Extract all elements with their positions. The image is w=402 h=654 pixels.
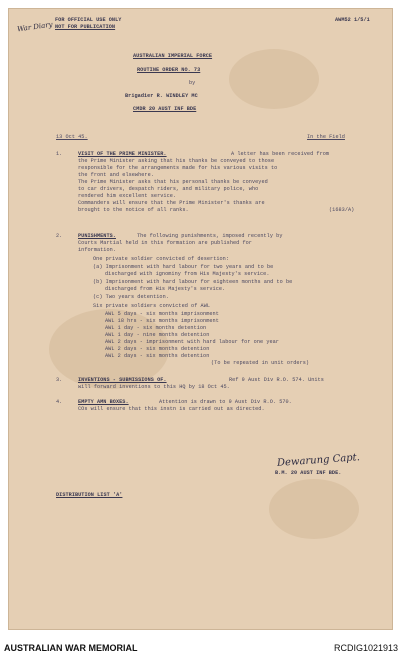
item-line: Attention is drawn to 9 Aust Div R.O. 570. xyxy=(159,399,292,405)
command-line: CMDR 20 AUST INF BDE xyxy=(133,106,197,112)
by-line: by xyxy=(189,80,196,86)
security-line-1: FOR OFFICIAL USE ONLY xyxy=(55,17,122,23)
item-line: The following punishments, imposed recently by xyxy=(137,233,283,239)
item-line: brought to the notice of all ranks. xyxy=(78,207,189,213)
item-line: AWL 5 days - six months imprisonment xyxy=(105,311,219,317)
org-title: AUSTRALIAN IMPERIAL FORCE xyxy=(133,53,213,59)
item-line: AWL 1 day - six months detention xyxy=(105,325,207,331)
paper-stain xyxy=(229,49,319,109)
item-line: AWL 18 hrs - six months imprisonment xyxy=(105,318,219,324)
footer-record-id: RCDIG1021913 xyxy=(333,643,398,653)
item-line: rendered him excellent service. xyxy=(78,193,177,199)
item-line: AWL 2 days - imprisonment with hard labour for one year xyxy=(105,339,279,345)
item-line: Six private soldiers convicted of AWL xyxy=(93,303,211,309)
item-title: PUNISHMENTS. xyxy=(78,233,116,239)
location-line: In the Field xyxy=(307,134,345,140)
item-title: EMPTY AMN BOXES. xyxy=(78,399,129,405)
item-line: discharged with ignominy from His Majesty's service. xyxy=(105,271,270,277)
item-line: One private soldier convicted of desertion: xyxy=(93,256,230,262)
item-number: 2. xyxy=(56,233,63,239)
item-line: The Prime Minister asks that his personal thanks be conveyed xyxy=(78,179,268,185)
item-line: Courts Martial held in this formation are published for xyxy=(78,240,252,246)
item-line: to car drivers, despatch riders, and military police, who xyxy=(78,186,259,192)
item-number: 1. xyxy=(56,151,63,157)
signature: Dewarung Capt. xyxy=(276,452,361,469)
item-line: information. xyxy=(78,247,116,253)
document-page xyxy=(8,8,393,630)
item-line: the front and elsewhere. xyxy=(78,172,154,178)
item-line: A letter has been received from xyxy=(231,151,330,157)
item-line: COs will ensure that this instn is carried out as directed. xyxy=(78,406,265,412)
item-line: (c) Two years detention. xyxy=(93,294,169,300)
item-line: discharged from His Majesty's service. xyxy=(105,286,226,292)
item-line: will forward inventions to this HQ by 18 Oct 45. xyxy=(78,384,230,390)
item-number: 4. xyxy=(56,399,63,405)
item-note: (To be repeated in unit orders) xyxy=(211,360,310,366)
item-line: AWL 2 days - six months detention xyxy=(105,346,210,352)
item-line: responsible for the arrangements made for his various visits to xyxy=(78,165,278,171)
top-right-ref: AWM52 1/5/1 xyxy=(335,17,370,23)
item-line: (a) Imprisonment with hard labour for two years and to be xyxy=(93,264,274,270)
item-title: VISIT OF THE PRIME MINISTER. xyxy=(78,151,167,157)
item-ref: (1683/A) xyxy=(329,207,355,213)
item-line: the Prime Minister asking that his thanks be conveyed to those xyxy=(78,158,275,164)
paper-stain xyxy=(269,479,359,539)
item-line: AWL 1 day - nine months detention xyxy=(105,332,210,338)
date-line: 13 Oct 45. xyxy=(56,134,88,140)
item-line: Commanders will ensure that the Prime Minister's thanks are xyxy=(78,200,265,206)
item-line: (b) Imprisonment with hard labour for eighteen months and to be xyxy=(93,279,293,285)
footer-institution: AUSTRALIAN WAR MEMORIAL xyxy=(4,643,138,653)
item-line: Ref 9 Aust Div R.O. 574. Units xyxy=(229,377,324,383)
author-line: Brigadier R. WINDLEY MC xyxy=(125,93,198,99)
security-line-2: NOT FOR PUBLICATION xyxy=(55,24,116,30)
distribution-line: DISTRIBUTION LIST 'A' xyxy=(56,492,123,498)
signature-block: B.M. 20 AUST INF BDE. xyxy=(275,470,342,476)
orders-title: ROUTINE ORDER NO. 73 xyxy=(137,67,201,73)
handwritten-note: War Diary xyxy=(16,20,54,34)
item-title: INVENTIONS - SUBMISSIONS OF. xyxy=(78,377,167,383)
item-line: AWL 2 days - six months detention xyxy=(105,353,210,359)
footer-bar xyxy=(0,630,402,654)
item-number: 3. xyxy=(56,377,63,383)
